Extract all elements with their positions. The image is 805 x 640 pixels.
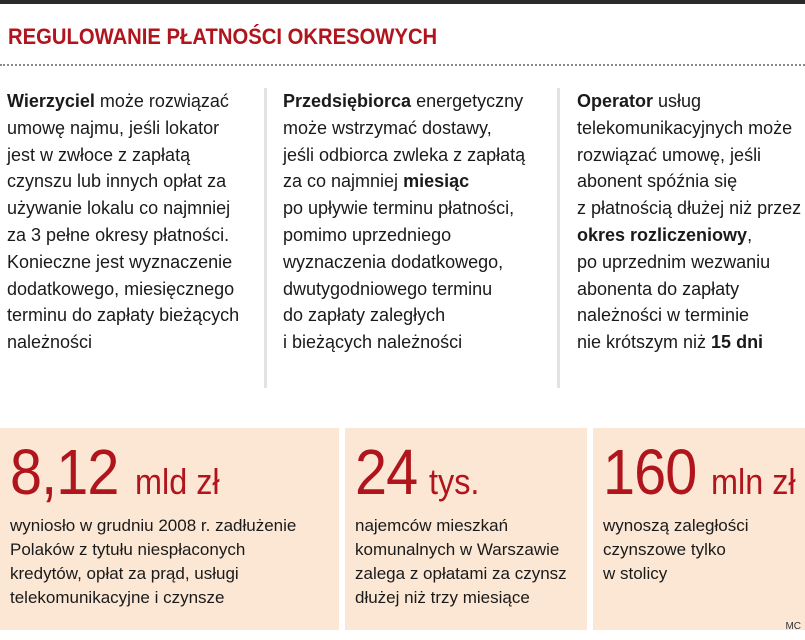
text-run: usług [653, 91, 702, 111]
text-line [283, 142, 553, 169]
text-run: abonent spóźnia się [577, 171, 738, 192]
stat-unit: mld zł [135, 461, 220, 502]
text-line: telekomunikacyjne i czynsze [10, 588, 225, 607]
text-run: pomimo uprzedniego [283, 224, 452, 245]
title-divider [0, 64, 805, 66]
text-line [283, 195, 553, 222]
text-line [283, 249, 553, 276]
stat-box-debt [0, 428, 339, 630]
stat-figure [355, 436, 485, 508]
text-run: nie krótszym niż [577, 332, 712, 353]
text-run: dodatkowego, miesięcznego [7, 278, 235, 299]
stat-figure [603, 436, 805, 508]
text-run: jest w zwłoce z zapłatą [7, 144, 191, 165]
text-line: Polaków z tytułu niespłaconych [10, 540, 246, 559]
top-rule [0, 0, 805, 4]
text-line: dłużej niż trzy miesiące [355, 588, 530, 607]
stat-number: 24 [355, 436, 418, 508]
bold-text: Operator [577, 91, 654, 111]
column-telecom-operator [577, 88, 802, 356]
text-line: wynoszą zaległości [603, 516, 749, 535]
text-run: wyznaczenia dodatkowego, [283, 251, 504, 272]
text-line: kredytów, opłat za prąd, usługi [10, 564, 239, 583]
stat-description [10, 514, 296, 610]
author-credit: MC [785, 621, 801, 632]
text-line [7, 276, 257, 303]
stat-figure [10, 436, 229, 508]
text-run: i bieżących należności [283, 332, 463, 353]
bold-text: Przedsiębiorca [283, 91, 412, 111]
text-line [7, 88, 257, 115]
text-line: zalega z opłatami za czynsz [355, 564, 567, 583]
text-line [577, 115, 802, 142]
text-line [577, 88, 802, 115]
stat-description [603, 514, 749, 586]
stat-box-tenants [345, 428, 587, 630]
text-run: za co najmniej [283, 171, 404, 192]
text-run: należności [7, 332, 93, 353]
text-line: wyniosło w grudniu 2008 r. zadłużenie [10, 516, 297, 535]
stat-number: 160 [603, 436, 697, 508]
column-divider [557, 88, 560, 388]
text-line [577, 168, 802, 195]
page-title: REGULOWANIE PŁATNOŚCI OKRESOWYCH [8, 24, 438, 49]
text-line [7, 249, 257, 276]
text-run: po uprzednim wezwaniu [577, 251, 771, 272]
text-line: najemców mieszkań [355, 516, 509, 535]
text-line [577, 142, 802, 169]
text-line [7, 142, 257, 169]
text-run: używanie lokalu co najmniej [7, 198, 231, 219]
text-run: abonenta do zapłaty [577, 278, 740, 299]
text-line [7, 115, 257, 142]
text-line [283, 329, 553, 356]
text-line [577, 276, 802, 303]
text-line [7, 302, 257, 329]
text-line [577, 329, 802, 356]
text-run: telekomunikacyjnych może [577, 117, 793, 138]
stat-description [355, 514, 567, 610]
text-line [283, 88, 553, 115]
bold-text: Wierzyciel [7, 91, 95, 111]
text-line [577, 302, 802, 329]
text-line [7, 329, 257, 356]
stat-box-rent-arrears [593, 428, 805, 630]
column-creditor [7, 88, 257, 356]
text-line [283, 302, 553, 329]
text-line: w stolicy [603, 564, 668, 583]
text-line [283, 115, 553, 142]
text-line [577, 222, 802, 249]
column-energy-supplier [283, 88, 553, 356]
stat-number: 8,12 [10, 436, 119, 508]
text-line [283, 168, 553, 195]
text-run: energetyczny [411, 91, 524, 111]
text-run: terminu do zapłaty bieżących [7, 305, 240, 326]
text-line [7, 222, 257, 249]
text-run: może rozwiązać [94, 91, 229, 111]
text-run: czynszu lub innych opłat za [7, 171, 227, 192]
text-line [577, 249, 802, 276]
column-divider [264, 88, 267, 388]
text-run: , [747, 224, 753, 245]
text-line [577, 195, 802, 222]
text-line: komunalnych w Warszawie [355, 540, 560, 559]
text-run: do zapłaty zaległych [283, 305, 446, 326]
bold-text: miesiąc [403, 171, 470, 192]
text-line [283, 222, 553, 249]
text-run: po upływie terminu płatności, [283, 198, 515, 219]
stat-unit: tys. [428, 461, 480, 502]
text-run: umowę najmu, jeśli lokator [7, 117, 220, 138]
text-run: z płatnością dłużej niż przez [577, 198, 802, 219]
text-run: Konieczne jest wyznaczenie [7, 251, 233, 272]
bold-text: 15 dni [711, 332, 764, 353]
stat-unit: mln zł [711, 461, 796, 502]
bold-text: okres rozliczeniowy [577, 224, 748, 245]
text-run: należności w terminie [577, 305, 750, 326]
text-line [283, 276, 553, 303]
text-run: rozwiązać umowę, jeśli [577, 144, 762, 165]
text-run: może wstrzymać dostawy, [283, 117, 492, 138]
text-line [7, 195, 257, 222]
text-line: czynszowe tylko [603, 540, 726, 559]
text-run: jeśli odbiorca zwleka z zapłatą [283, 144, 526, 165]
text-run: dwutygodniowego terminu [283, 278, 493, 299]
text-run: za 3 pełne okresy płatności. [7, 224, 230, 245]
text-line [7, 168, 257, 195]
